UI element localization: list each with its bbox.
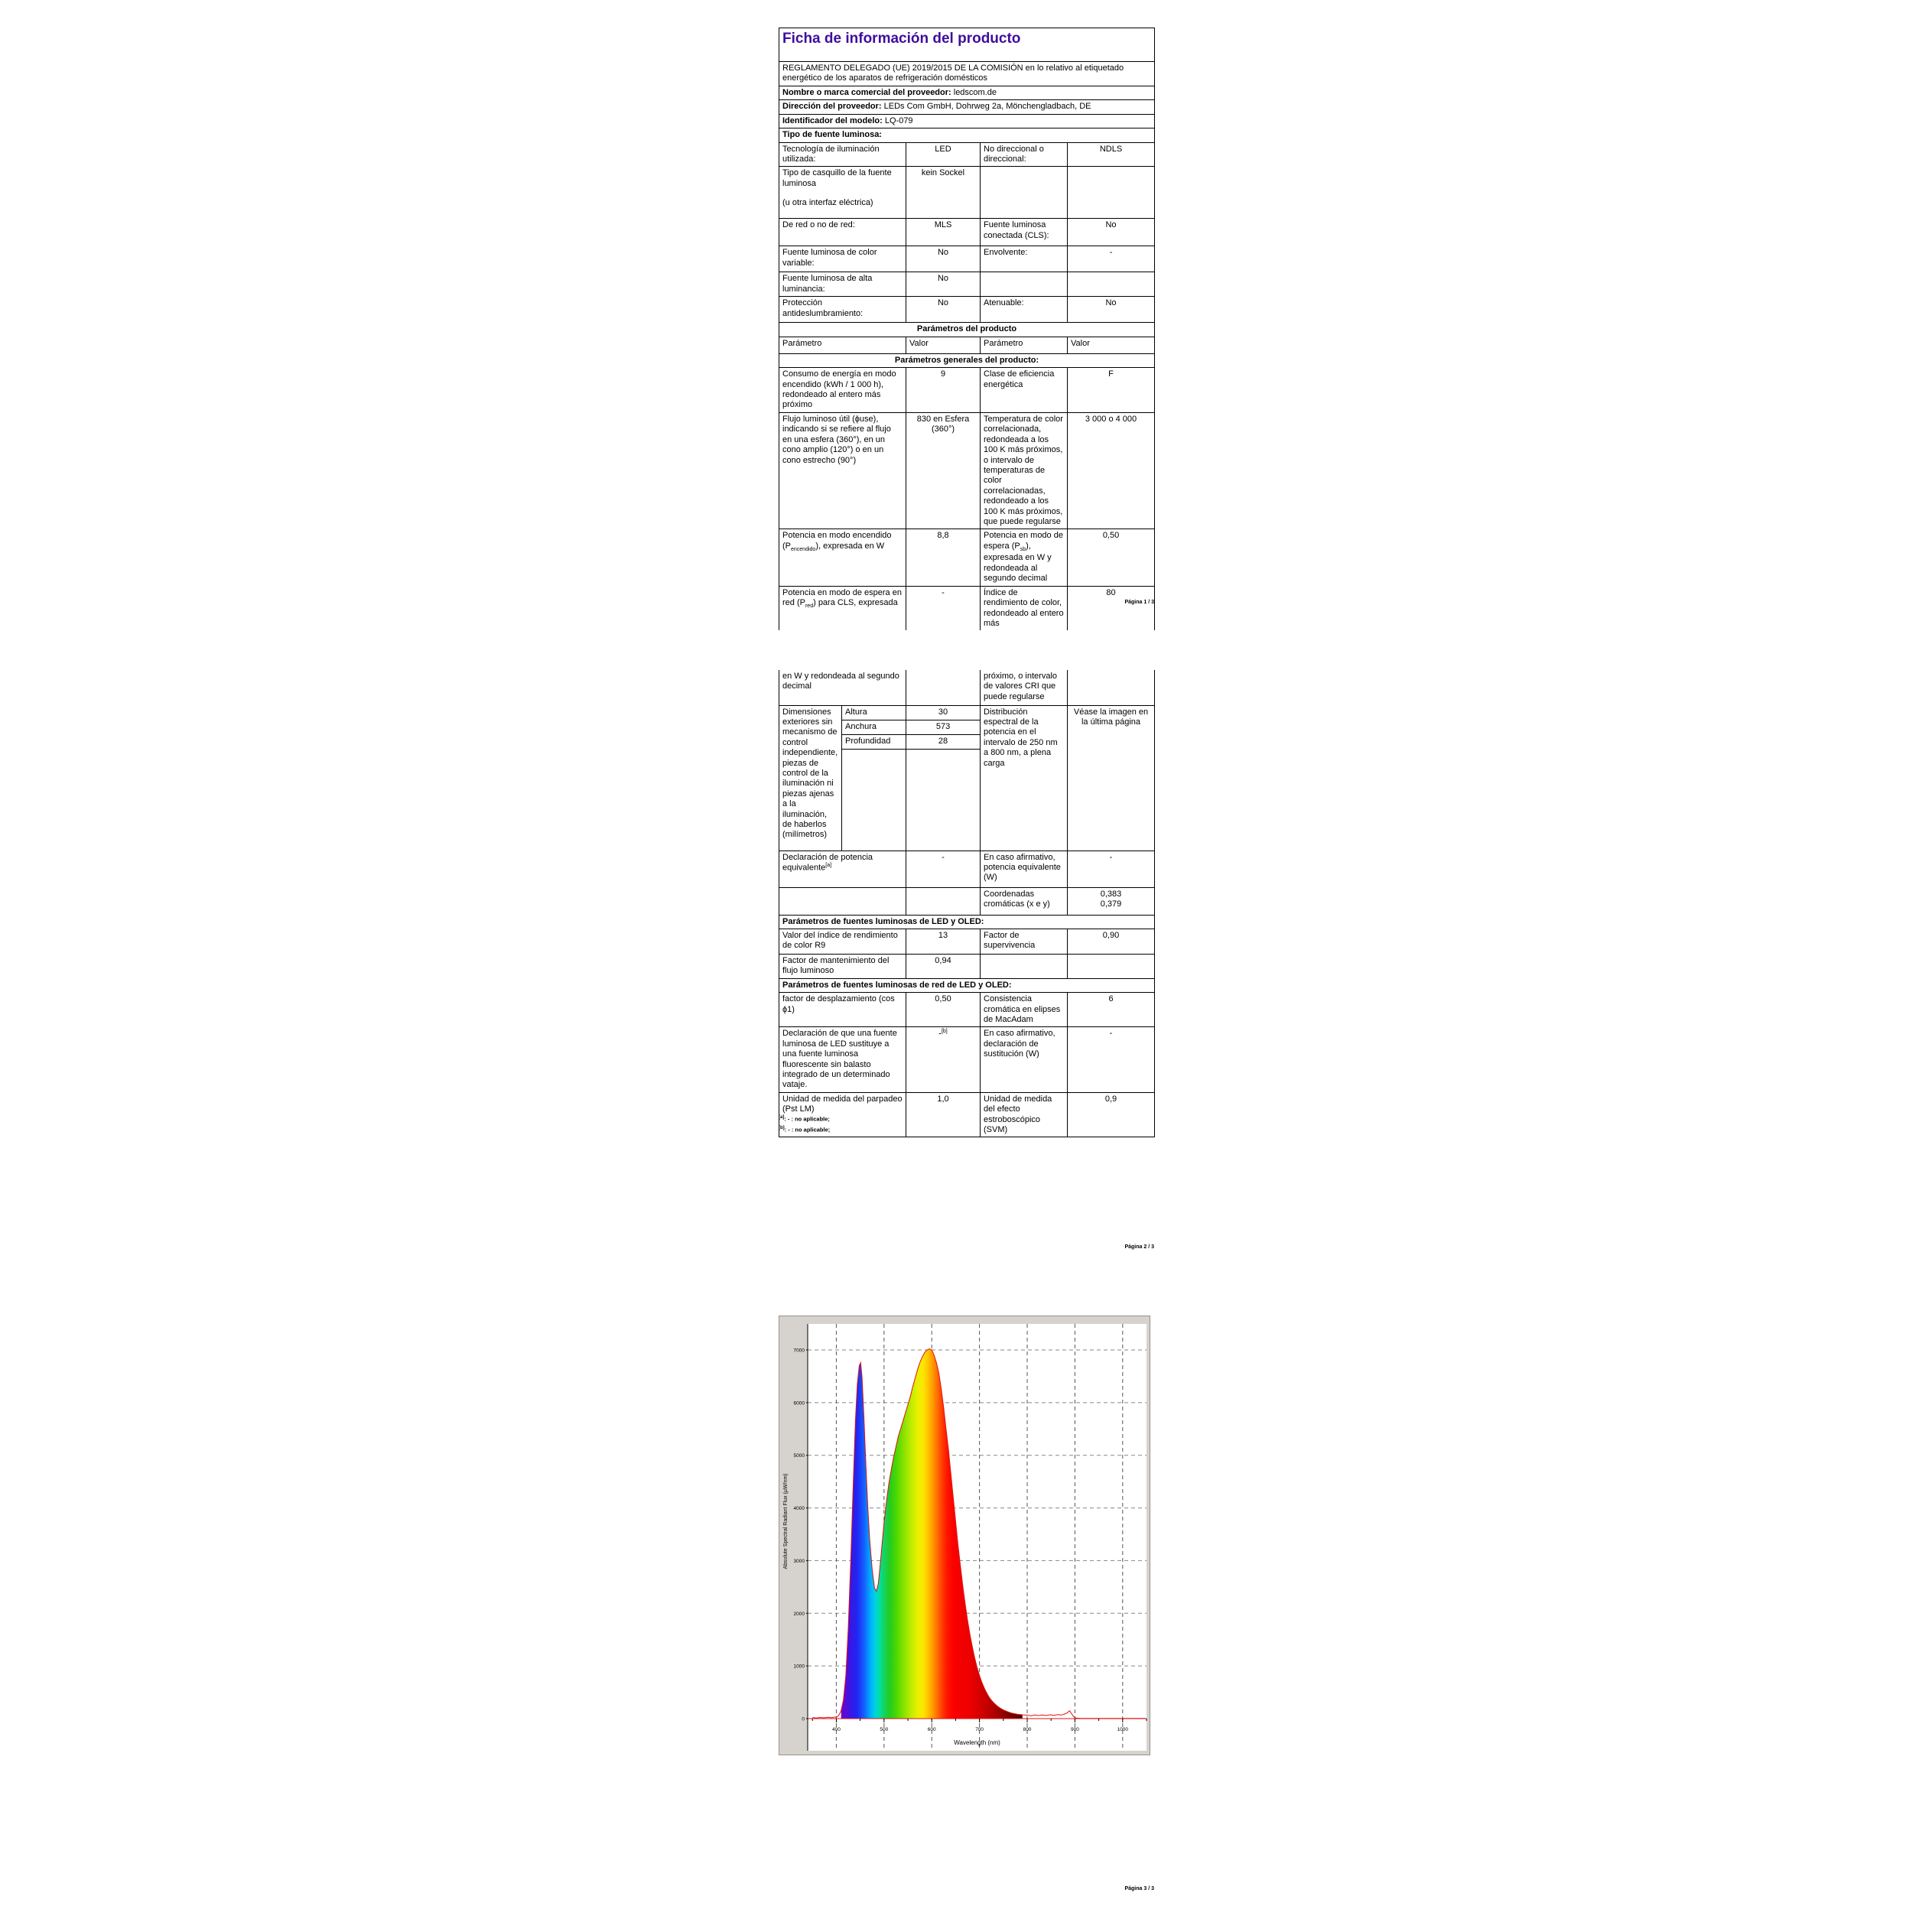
- supplier-name-label: Nombre o marca comercial del proveedor:: [782, 88, 951, 97]
- svg-text:5000: 5000: [793, 1453, 805, 1459]
- dimension-name: Altura: [842, 706, 906, 720]
- param-cell: Protección antideslumbramiento:: [779, 297, 906, 323]
- footnotes-block: [779, 1114, 1154, 1136]
- param-cell: [981, 272, 1068, 297]
- section-mains-led-oled: Parámetros de fuentes luminosas de red de LED y OLED:: [779, 978, 1155, 992]
- value-cell: [1068, 272, 1155, 297]
- title-cell: [779, 28, 1155, 62]
- param-cell: Fuente luminosa de color variable:: [779, 246, 906, 272]
- footnote-b-text: : - : no aplicable;: [784, 1126, 831, 1134]
- value-cell: NDLS: [1068, 142, 1155, 167]
- param-cell: Unidad de medida del parpadeo (Pst LM): [779, 1092, 906, 1137]
- svg-text:800: 800: [1023, 1727, 1032, 1732]
- value-cell: 1,0: [906, 1092, 981, 1137]
- supplier-name-row: [779, 86, 1155, 100]
- param-text: ) para CLS, expresada: [813, 598, 898, 608]
- param-text: ), expresada en W: [815, 541, 885, 551]
- param-cell: Distribución espectral de la potencia en el intervalo de 250 nm a 800 nm, a plena carga: [981, 705, 1068, 851]
- value-cell: 6: [1068, 993, 1155, 1027]
- supplier-name-value: ledscom.de: [953, 88, 997, 97]
- svg-text:400: 400: [832, 1727, 841, 1732]
- value-cell: -: [1068, 246, 1155, 272]
- value-cell: -: [1068, 851, 1155, 887]
- svg-text:700: 700: [975, 1727, 984, 1732]
- param-cell: En caso afirmativo, potencia equivalente (W): [981, 851, 1068, 887]
- value-cell: -: [1068, 1027, 1155, 1092]
- product-info-table-page1: [779, 28, 1155, 630]
- param-subscript: sb: [1020, 546, 1026, 552]
- value-cell: No: [906, 246, 981, 272]
- dimension-value: 30: [906, 706, 980, 720]
- supplier-address-label: Dirección del proveedor:: [782, 102, 882, 112]
- svg-text:1000: 1000: [1117, 1727, 1129, 1732]
- svg-text:3000: 3000: [793, 1558, 805, 1564]
- value-cell: No: [1068, 219, 1155, 246]
- param-cell: No direccional o direccional:: [981, 142, 1068, 167]
- footnote-a-marker: [a]: [779, 1115, 785, 1120]
- value-cell: 0,50: [1068, 529, 1155, 586]
- product-info-table-page2: [779, 670, 1155, 1137]
- footnote-marker: [a]: [825, 862, 832, 868]
- dimensions-label-cell: Dimensiones exteriores sin mecanismo de control independiente, piezas de control de la iluminación ni piezas ajenas a la iluminación, de haberlos (milímetros): [779, 705, 842, 851]
- chromaticity-x: 0,383: [1100, 889, 1122, 899]
- cap-type-line2: (u otra interfaz eléctrica): [782, 197, 873, 207]
- param-text: ), expresada en W y redondeada al segundo decimal: [984, 541, 1052, 584]
- value-cell: MLS: [906, 219, 981, 246]
- col-header: Parámetro: [981, 337, 1068, 353]
- value-cell: Véase la imagen en la última página: [1068, 705, 1155, 851]
- footnote-b-marker: [b]: [779, 1126, 785, 1131]
- supplier-address-value: LEDs Com GmbH, Dohrweg 2a, Mönchengladbach, DE: [883, 102, 1091, 112]
- spd-chart-svg: [779, 1316, 1150, 1755]
- param-cell: Factor de mantenimiento del flujo luminoso: [779, 954, 906, 978]
- param-cell: [779, 167, 906, 219]
- value-cell: 0,9: [1068, 1092, 1155, 1137]
- param-cell: Consistencia cromática en elipses de MacAdam: [981, 993, 1068, 1027]
- param-subscript: encendido: [791, 546, 816, 552]
- param-cell: [779, 586, 906, 630]
- value-cell: 0,94: [906, 954, 981, 978]
- value-cell: 13: [906, 929, 981, 954]
- supplier-address-row: [779, 100, 1155, 114]
- param-cell: Factor de supervivencia: [981, 929, 1068, 954]
- param-text: Potencia en modo de espera (P: [984, 531, 1063, 551]
- value-cell: No: [906, 297, 981, 323]
- svg-text:Absolute Spectral Radiant Flux: Absolute Spectral Radiant Flux (µW/nm): [783, 1473, 789, 1569]
- param-cell: [981, 954, 1068, 978]
- dimension-names-cell: [842, 705, 906, 851]
- value-cell: -: [906, 586, 981, 630]
- param-subscript: red: [805, 603, 814, 610]
- svg-text:4000: 4000: [793, 1506, 805, 1512]
- dimension-values-cell: [906, 705, 981, 851]
- param-cell: Coordenadas cromáticas (x e y): [981, 887, 1068, 915]
- value-cell: [906, 1027, 981, 1092]
- param-cell: Temperatura de color correlacionada, redondeada a los 100 K más próximos, o intervalo de temperaturas de color correlacionadas, redondeado a los 100 K más próximos, que puede regularse: [981, 412, 1068, 529]
- model-id-row: [779, 114, 1155, 128]
- value-cell: 830 en Esfera (360°): [906, 412, 981, 529]
- param-cell: [779, 529, 906, 586]
- param-cell: Valor del índice de rendimiento de color R9: [779, 929, 906, 954]
- param-cell: en W y redondeada al segundo decimal: [779, 670, 906, 705]
- value-cell: kein Sockel: [906, 167, 981, 219]
- param-text: Declaración de potencia equivalente: [782, 852, 873, 873]
- value-cell: No: [1068, 297, 1155, 323]
- value-text: -: [938, 1029, 942, 1039]
- param-cell: Fuente luminosa conectada (CLS):: [981, 219, 1068, 246]
- value-cell: No: [906, 272, 981, 297]
- col-header: Valor: [1068, 337, 1155, 353]
- section-led-oled: Parámetros de fuentes luminosas de LED y OLED:: [779, 915, 1155, 929]
- model-id-value: LQ-079: [884, 115, 913, 125]
- value-cell: 0,90: [1068, 929, 1155, 954]
- spectral-distribution-chart: [779, 1316, 1150, 1755]
- value-cell: [1068, 167, 1155, 219]
- param-cell: Fuente luminosa de alta luminancia:: [779, 272, 906, 297]
- param-cell: [981, 167, 1068, 219]
- svg-text:7000: 7000: [793, 1348, 805, 1354]
- cap-type-line1: Tipo de casquillo de la fuente luminosa: [782, 168, 892, 189]
- footnote-marker: [b]: [941, 1029, 948, 1035]
- value-cell: [1068, 887, 1155, 915]
- param-cell: Unidad de medida del efecto estroboscópico (SVM): [981, 1092, 1068, 1137]
- svg-text:Wavelength (nm): Wavelength (nm): [954, 1739, 1000, 1746]
- col-header: Valor: [906, 337, 981, 353]
- value-cell: 0,50: [906, 993, 981, 1027]
- page-1: [779, 28, 1154, 630]
- dimension-value: 573: [906, 720, 980, 735]
- param-cell: Consumo de energía en modo encendido (kWh / 1 000 h), redondeado al entero más próximo: [779, 368, 906, 413]
- value-cell: [1068, 954, 1155, 978]
- svg-text:6000: 6000: [793, 1400, 805, 1407]
- param-cell: Declaración de que una fuente luminosa de LED sustituye a una fuente luminosa fluorescente sin balasto integrado de un determinado vataje.: [779, 1027, 906, 1092]
- section-general-params: Parámetros generales del producto:: [779, 353, 1155, 367]
- section-product-params: Parámetros del producto: [779, 323, 1155, 337]
- svg-text:0: 0: [802, 1716, 805, 1722]
- value-cell: F: [1068, 368, 1155, 413]
- param-cell: De red o no de red:: [779, 219, 906, 246]
- page-3-footer: Página 3 / 3: [1124, 1886, 1154, 1891]
- svg-text:2000: 2000: [793, 1611, 805, 1617]
- value-cell: LED: [906, 142, 981, 167]
- page-2: [779, 670, 1154, 1137]
- footnote-b: [779, 1124, 1154, 1135]
- value-cell: 9: [906, 368, 981, 413]
- param-cell: Índice de rendimiento de color, redondeado al entero más: [981, 586, 1068, 630]
- chromaticity-y: 0,379: [1100, 899, 1122, 909]
- col-header: Parámetro: [779, 337, 906, 353]
- value-cell: 3 000 o 4 000: [1068, 412, 1155, 529]
- page-title: Ficha de información del producto: [782, 31, 1021, 47]
- param-text: Potencia en modo de espera en red (P: [782, 587, 902, 608]
- param-cell: [779, 887, 906, 915]
- param-cell: próximo, o intervalo de valores CRI que puede regularse: [981, 670, 1068, 705]
- param-cell: En caso afirmativo, declaración de sustitución (W): [981, 1027, 1068, 1092]
- svg-text:900: 900: [1070, 1727, 1079, 1732]
- param-cell: factor de desplazamiento (cos ϕ1): [779, 993, 906, 1027]
- param-cell: Clase de eficiencia energética: [981, 368, 1068, 413]
- dimension-name: Anchura: [842, 720, 906, 735]
- value-cell: 80: [1068, 586, 1155, 630]
- footnote-a: [779, 1114, 1154, 1124]
- value-cell: 8,8: [906, 529, 981, 586]
- value-cell: [906, 670, 981, 705]
- light-source-type-header: Tipo de fuente luminosa:: [779, 128, 1155, 142]
- model-id-label: Identificador del modelo:: [782, 115, 883, 125]
- dimension-value: 28: [906, 735, 980, 750]
- value-cell: [906, 887, 981, 915]
- param-cell: Flujo luminoso útil (ϕuse), indicando si se refiere al flujo en una esfera (360°), en un cono amplio (120°) o en un cono estrecho (90°): [779, 412, 906, 529]
- svg-text:1000: 1000: [793, 1664, 805, 1670]
- dimension-name: Profundidad: [842, 735, 906, 750]
- page-1-footer: Página 1 / 3: [1124, 600, 1154, 605]
- regulation-text: REGLAMENTO DELEGADO (UE) 2019/2015 DE LA COMISIÓN en lo relativo al etiquetado energético de los aparatos de refrigeración domésticos: [779, 62, 1155, 86]
- param-cell: Envolvente:: [981, 246, 1068, 272]
- svg-text:500: 500: [880, 1727, 889, 1732]
- footnote-a-text: : - : no aplicable;: [784, 1115, 830, 1123]
- param-cell: Tecnología de iluminación utilizada:: [779, 142, 906, 167]
- value-cell: [1068, 670, 1155, 705]
- svg-text:600: 600: [927, 1727, 936, 1732]
- param-cell: [779, 851, 906, 887]
- param-text: Potencia en modo encendido (P: [782, 531, 892, 551]
- page-2-footer: Página 2 / 3: [1124, 1244, 1154, 1250]
- param-cell: [981, 529, 1068, 586]
- param-cell: Atenuable:: [981, 297, 1068, 323]
- value-cell: -: [906, 851, 981, 887]
